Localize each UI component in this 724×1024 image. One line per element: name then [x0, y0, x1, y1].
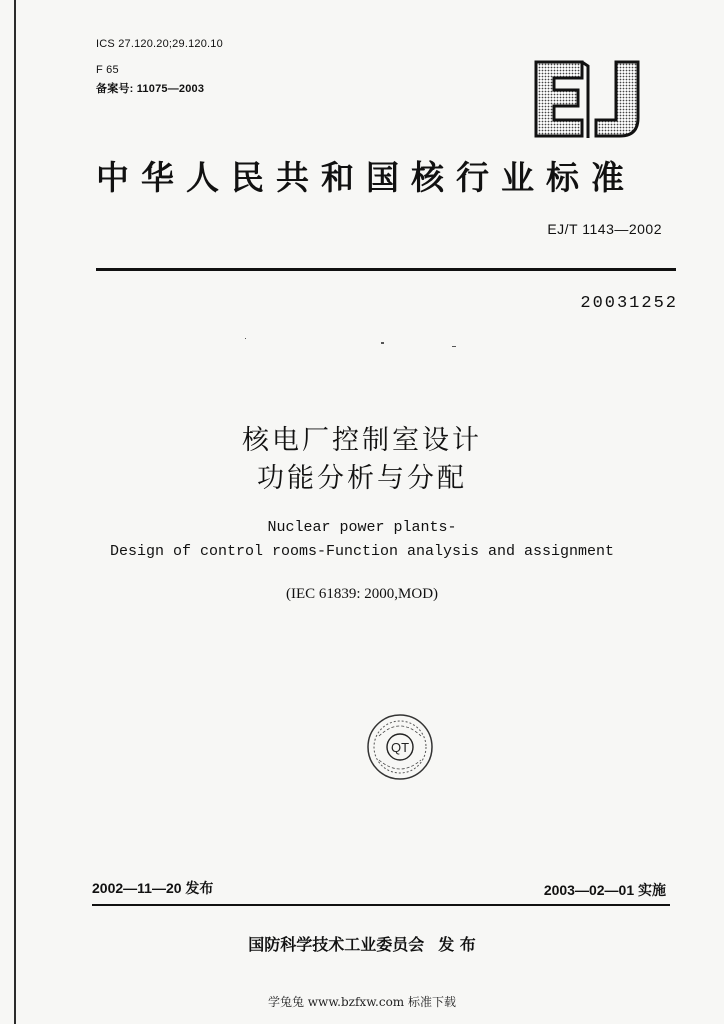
serial-number: 20031252 — [580, 294, 678, 313]
standard-code: EJ/T 1143—2002 — [547, 221, 662, 237]
iec-reference: (IEC 61839: 2000,MOD) — [285, 586, 439, 602]
watermark-footer: 学兔兔 www.bzfxw.com 标准下载 — [267, 995, 457, 1009]
issuer-name: 国防科学技术工业委员会 — [248, 935, 425, 954]
ics-code: ICS 27.120.20;29.120.10 — [96, 38, 223, 50]
ej-logo — [532, 60, 644, 138]
issue-date: 2002—11—20 发布 — [92, 880, 214, 896]
title-cn-line2: 功能分析与分配 — [257, 463, 467, 494]
title-en-line2: Design of control rooms-Function analysis and assignment — [109, 543, 615, 560]
svg-text:QT: QT — [390, 740, 410, 755]
scan-speck — [452, 346, 456, 347]
issuer-line — [0, 932, 724, 955]
title-cn-line1: 核电厂控制室设计 — [242, 425, 482, 456]
header-rule — [96, 268, 676, 271]
title-en-line1: Nuclear power plants- — [267, 519, 457, 536]
standard-category-title: 中华人民共和国核行业标准 — [96, 158, 636, 197]
footer-rule — [92, 904, 670, 906]
scan-edge-line — [14, 0, 16, 1024]
classification-code: F 65 — [96, 64, 119, 76]
qt-seal-stamp — [365, 712, 435, 782]
issuer-action: 发 布 — [438, 935, 476, 954]
effective-date: 2003—02—01 实施 — [543, 882, 666, 898]
filing-number: 备案号: 11075—2003 — [96, 83, 205, 95]
scan-speck — [381, 342, 384, 344]
scan-speck — [245, 338, 246, 339]
